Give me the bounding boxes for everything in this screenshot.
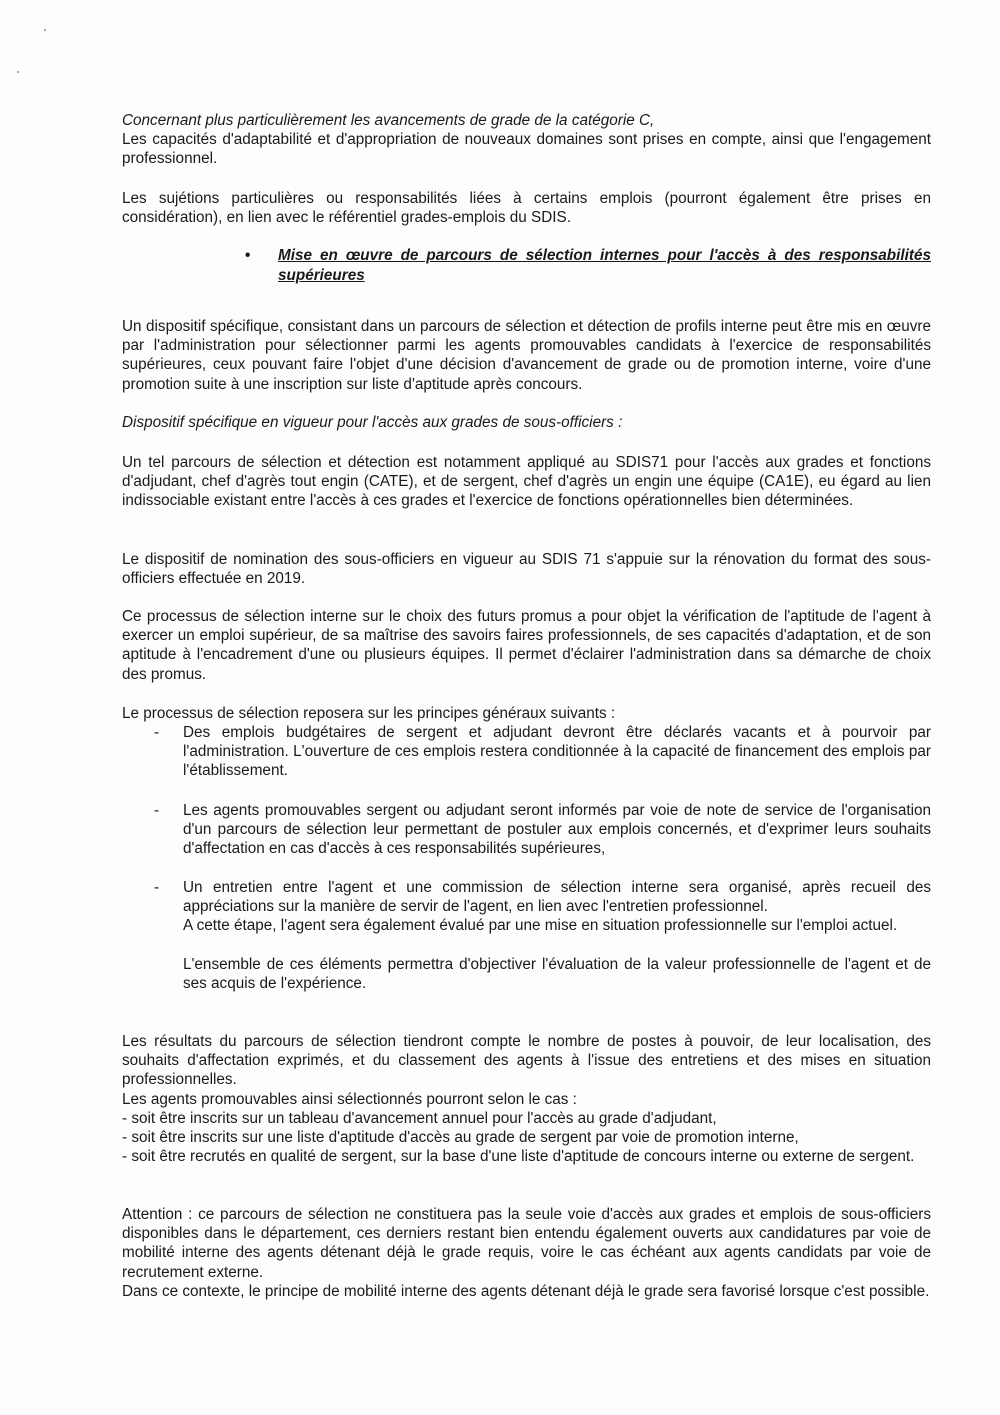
sujetions-paragraph: [122, 189, 931, 227]
category-c-intro: Concernant plus particulièrement les avancements de grade de la catégorie C,: [122, 112, 655, 129]
category-c-paragraph: Les capacités d'adaptabilité et d'appropriation de nouveaux domaines sont prises en compte, ainsi que l'engagement professionnel.: [122, 131, 931, 168]
list-item-text: Les agents promouvables sergent ou adjudant seront informés par voie de note de service de l'organisation d'un parcours de sélection leur permettant de postuler aux emplois concernés, et d'exprimer leurs souhaits d'affectation en cas d'accès à ces responsabilités supérieures,: [183, 802, 931, 858]
list-item-text: A cette étape, l'agent sera également évalué par une mise en situation professionnelle sur l'emploi actuel.: [183, 917, 898, 935]
nomination-paragraph: [122, 550, 931, 588]
nomination-text: Le dispositif de nomination des sous-officiers en vigueur au SDIS 71 s'appuie sur la rénovation du format des sous-officiers effectuée en 2019.: [122, 551, 931, 588]
list-item-text: Un entretien entre l'agent et une commission de sélection interne sera organisé, après recueil des appréciations sur la manière de servir de l'agent, en lien avec l'entretien professionnel.: [183, 879, 931, 916]
option-item: - soit être inscrits sur une liste d'aptitude d'accès au grade de sergent par voie de promotion interne,: [122, 1129, 799, 1147]
dash-marker: -: [154, 879, 160, 896]
attention-section: [122, 1205, 931, 1301]
list-item-text: Des emplois budgétaires de sergent et adjudant devront être déclarés vacants et à pourvoir par l'administration. L'ouverture de ces emplois restera conditionnée à la capacité de financement des emplois par l'établissement.: [183, 724, 931, 780]
option-item: - soit être inscrits sur un tableau d'avancement annuel pour l'accès au grade d'adjudant,: [122, 1109, 717, 1127]
dash-marker: -: [154, 802, 160, 819]
processus-text: Ce processus de sélection interne sur le choix des futurs promus a pour objet la vérification de l'aptitude de l'agent à exercer un emploi supérieur, de sa maîtrise des savoirs faires professionnels, de ses capacités d'adaptation, et de son aptitude à l'encadrement d'une ou plusieurs équipes. Il permet d'éclairer l'administration dans sa démarche de choix des promus.: [122, 608, 931, 683]
resultats-section: [122, 1032, 931, 1166]
dash-marker: -: [154, 724, 160, 741]
list-item-text: L'ensemble de ces éléments permettra d'objectiver l'évaluation de la valeur professionnelle de l'agent et de ses acquis de l'expérience.: [183, 955, 931, 992]
parcours-text: Un tel parcours de sélection et détection est notamment appliqué au SDIS71 pour l'accès aux grades et fonctions d'adjudant, chef d'agrès tout engin (CATE), et de sergent, chef d'agrès un engin une équipe (CA1E), eu égard au lien indissociable existant entre l'accès à ces grades et l'exercice de fonctions opérationnelles bien déterminées.: [122, 454, 931, 510]
dispositif-paragraph: [122, 317, 931, 394]
bullet-icon: •: [245, 247, 251, 264]
section-heading: [245, 246, 931, 285]
processus-paragraph: [122, 607, 931, 684]
principes-text: Le processus de sélection reposera sur les principes généraux suivants :: [122, 705, 616, 722]
dispositif-text: Un dispositif spécifique, consistant dans un parcours de sélection et détection de profils interne peut être mis en œuvre par l'administration pour sélectionner parmi les agents promouvables candidats à l'exercice de responsabilités supérieures, ceux pouvant faire l'objet d'une décision d'avancement de grade ou de promotion interne, voire d'une promotion suite à une inscription sur liste d'aptitude après concours.: [122, 318, 931, 393]
section-heading-text: Mise en œuvre de parcours de sélection internes pour l'accès à des responsabilités supérieures: [278, 247, 931, 284]
scan-speck: [44, 29, 46, 31]
subsection-title: [122, 413, 931, 432]
principes-intro: [122, 704, 931, 723]
option-item: - soit être recrutés en qualité de sergent, sur la base d'une liste d'aptitude de concours interne ou externe de sergent.: [122, 1148, 915, 1166]
agents-selectionnes-text: Les agents promouvables ainsi sélectionnés pourront selon le cas :: [122, 1090, 577, 1108]
attention-text: Attention : ce parcours de sélection ne constituera pas la seule voie d'accès aux grades et emplois de sous-officiers disponibles dans le département, ces derniers restant bien entendu également ouverts aux candidatures par voie de mobilité interne des agents détenant déjà le grade requis, voire le cas échéant aux agents candidats par voie de recrutement externe.: [122, 1206, 931, 1281]
scan-speck: [17, 71, 19, 73]
resultats-text: Les résultats du parcours de sélection tiendront compte le nombre de postes à pouvoir, de leur localisation, des souhaits d'affectation exprimés, et du classement des agents à l'issue des entretiens et des mises en situation professionnelles.: [122, 1033, 931, 1089]
category-c-section: [122, 111, 931, 169]
list-item: [122, 878, 931, 993]
sujetions-text: Les sujétions particulières ou responsabilités liées à certains emplois (pourront également être prises en considération), en lien avec le référentiel grades-emplois du SDIS.: [122, 190, 931, 227]
contexte-text: Dans ce contexte, le principe de mobilité interne des agents détenant déjà le grade sera favorisé lorsque c'est possible.: [122, 1282, 930, 1300]
list-item: [122, 723, 931, 781]
list-item: [122, 801, 931, 859]
parcours-paragraph: [122, 453, 931, 511]
subsection-title-text: Dispositif spécifique en vigueur pour l'accès aux grades de sous-officiers :: [122, 414, 623, 431]
